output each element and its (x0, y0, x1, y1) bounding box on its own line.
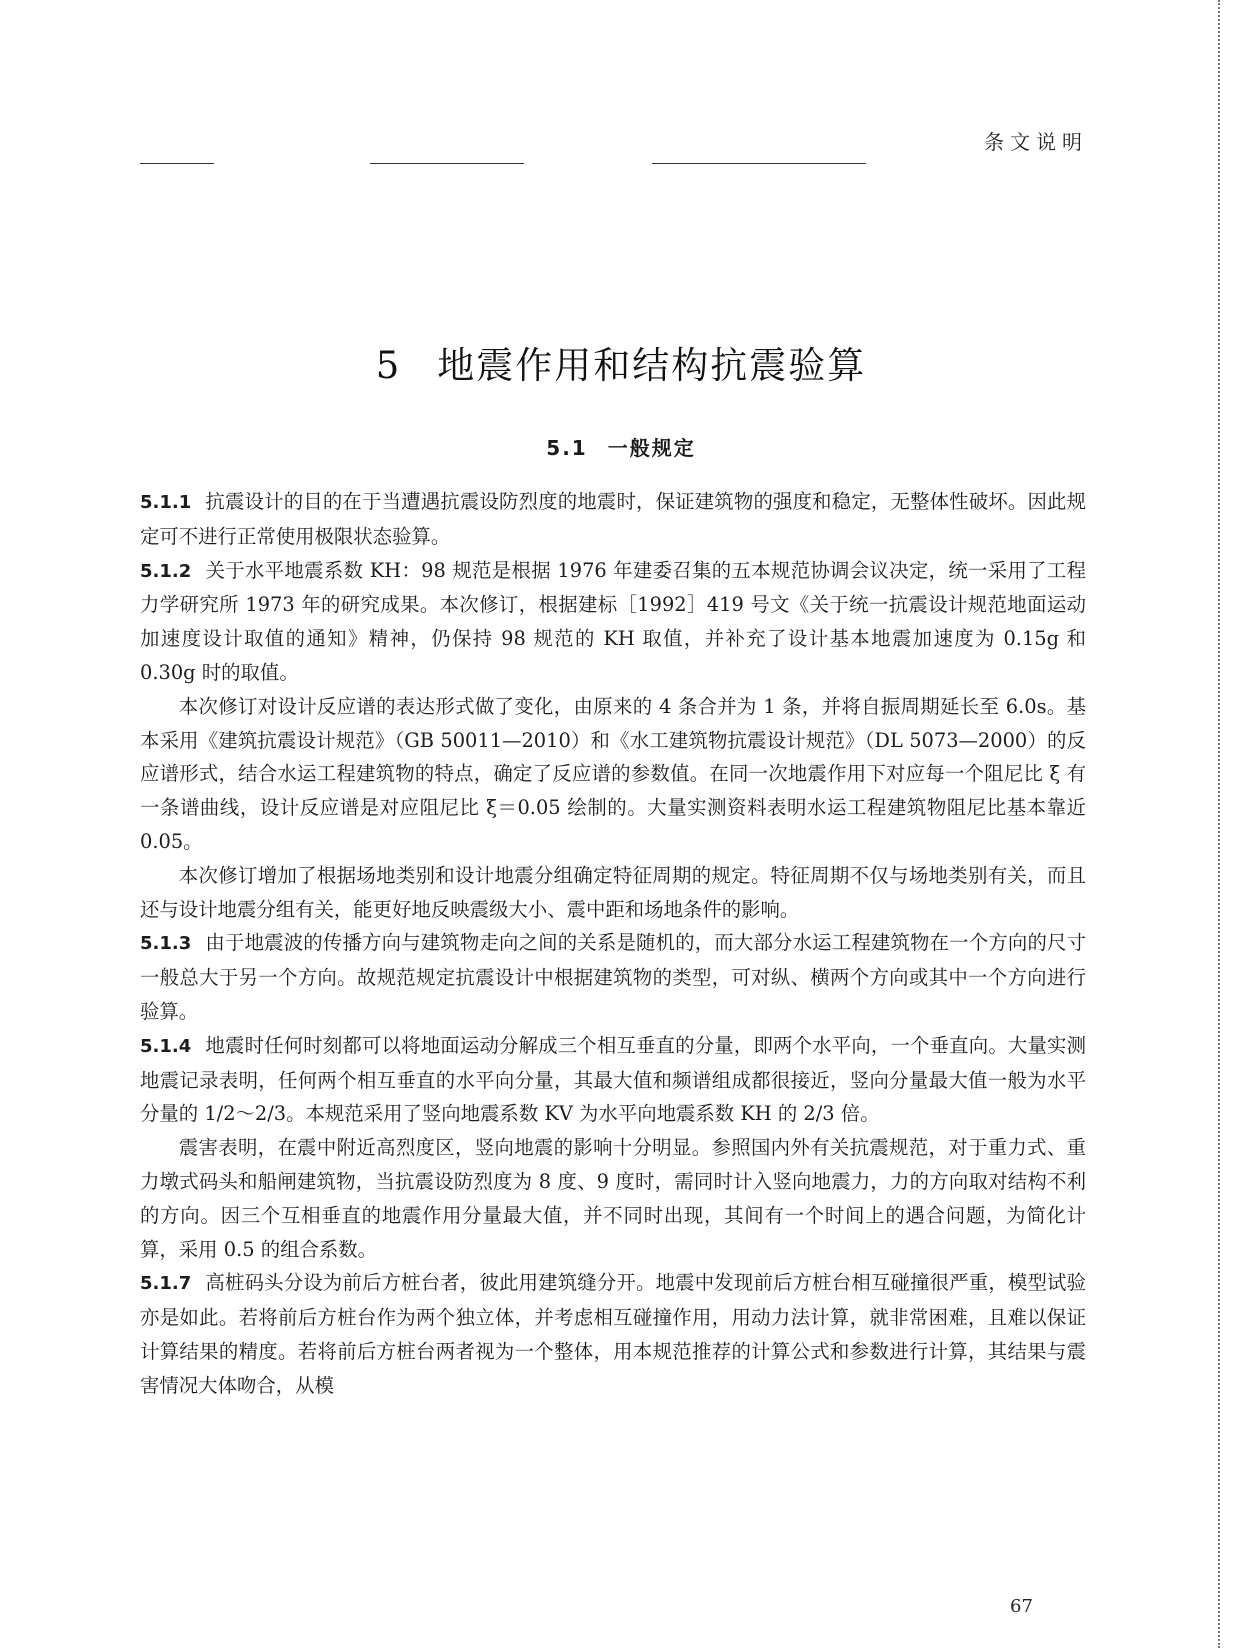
paragraph-text: 震害表明，在震中附近高烈度区，竖向地震的影响十分明显。参照国内外有关抗震规范，对于重力式、重力墩式码头和船闸建筑物，当抗震设防烈度为 8 度、9 度时，需同时计入竖向地震力，力的方向取对结构不利的方向。因三个互相垂直的地震作用分量最大值，并不同时出现，其间有一个时间上的遇合问题，为简化计算，采用 0.5 的组合系数。 (140, 1136, 1086, 1261)
section-title (0, 432, 1242, 461)
paragraph-text: 地震时任何时刻都可以将地面运动分解成三个相互垂直的分量，即两个水平向，一个垂直向。大量实测地震记录表明，任何两个相互垂直的水平向分量，其最大值和频谱组成都很接近，竖向分量最大值一般为水平分量的 1/2～2/3。本规范采用了竖向地震系数 KV 为水平向地震系数 KH 的 2/3 倍。 (140, 1033, 1086, 1126)
paragraph-text: 本次修订增加了根据场地类别和设计地震分组确定特征周期的规定。特征周期不仅与场地类别有关，而且还与设计地震分组有关，能更好地反映震级大小、震中距和场地条件的影响。 (140, 863, 1086, 921)
paragraph-text: 关于水平地震系数 KH：98 规范是根据 1976 年建委召集的五本规范协调会议决定，统一采用了工程力学研究所 1973 年的研究成果。本次修订，根据建标［1992］419 号文《关于统一抗震设计规范地面运动加速度设计取值的通知》精神，仍保持 98 规范的 KH 取值，并补充了设计基本地震加速度为 0.15g 和 0.30g 时的取值。 (140, 558, 1086, 684)
clause-paragraph (140, 1029, 1086, 1131)
paragraph-text: 抗震设计的目的在于当遭遇抗震设防烈度的地震时，保证建筑物的强度和稳定，无整体性破坏。因此规定可不进行正常使用极限状态验算。 (140, 490, 1086, 548)
section-title-text: 一般规定 (607, 436, 696, 460)
header-rule (370, 163, 524, 164)
chapter-title-text: 地震作用和结构抗震验算 (437, 344, 867, 387)
clause-paragraph (140, 554, 1086, 690)
clause-number: 5.1.3 (140, 933, 192, 955)
paragraph-text: 本次修订对设计反应谱的表达形式做了变化，由原来的 4 条合并为 1 条，并将自振周期延长至 6.0s。基本采用《建筑抗震设计规范》（GB 50011—2010）和《水工建筑物抗震设计规范》（DL 5073—2000）的反应谱形式，结合水运工程建筑物的特点，确定了反应谱的参数值。在同一次地震作用下对应每一个阻尼比 ξ 有一条谱曲线，设计反应谱是对应阻尼比 ξ＝0.05 绘制的。大量实测资料表明水运工程建筑物阻尼比基本靠近 0.05。 (140, 694, 1086, 853)
paragraph-text: 由于地震波的传播方向与建筑物走向之间的关系是随机的，而大部分水运工程建筑物在一个方向的尺寸一般总大于另一个方向。故规范规定抗震设计中根据建筑物的类型，可对纵、横两个方向或其中一个方向进行验算。 (140, 931, 1086, 1023)
chapter-number: 5 (375, 344, 402, 387)
clause-paragraph (140, 926, 1086, 1028)
clause-paragraph (140, 485, 1086, 554)
clause-number: 5.1.1 (140, 492, 192, 513)
clause-paragraph (140, 1266, 1086, 1402)
paragraph (140, 690, 1086, 859)
paragraph (140, 1131, 1086, 1266)
paragraph-text: 高桩码头分设为前后方桩台者，彼此用建筑缝分开。地震中发现前后方桩台相互碰撞很严重，模型试验亦是如此。若将前后方桩台作为两个独立体，并考虑相互碰撞作用，用动力法计算，就非常困难，且难以保证计算结果的精度。若将前后方桩台两者视为一个整体，用本规范推荐的计算公式和参数进行计算，其结果与震害情况大体吻合，从模 (140, 1271, 1086, 1397)
scan-edge-dotted-line (1218, 0, 1220, 1648)
clause-number: 5.1.4 (140, 1035, 192, 1057)
header-rule (140, 163, 214, 164)
header-rule (652, 163, 866, 164)
section-number: 5.1 (546, 436, 588, 460)
chapter-title (0, 335, 1242, 389)
page-number: 67 (1010, 1596, 1033, 1617)
body-text (140, 485, 1086, 1403)
running-header: 条文说明 (984, 130, 1088, 154)
clause-number: 5.1.7 (140, 1273, 192, 1295)
clause-number: 5.1.2 (140, 560, 192, 582)
paragraph (140, 859, 1086, 927)
